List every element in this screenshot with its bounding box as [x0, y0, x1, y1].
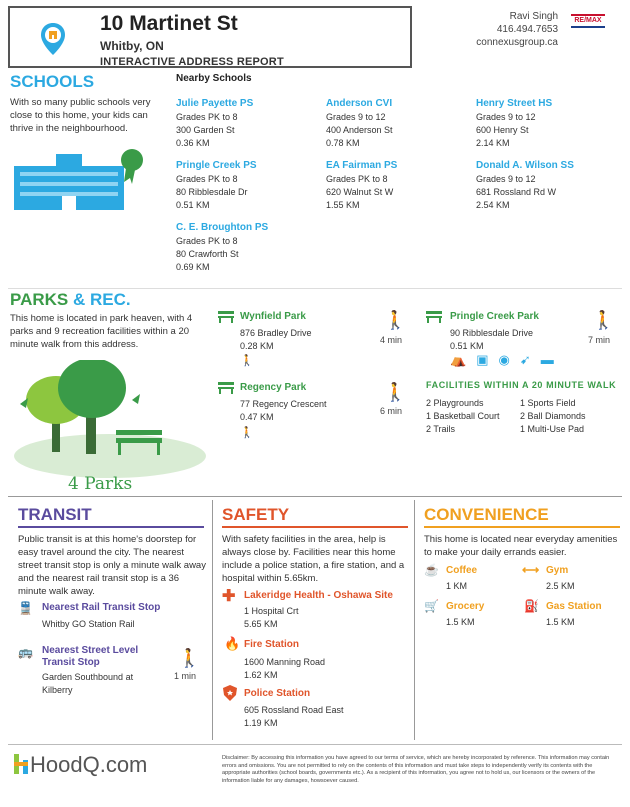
park-distance: 0.47 KM — [240, 412, 274, 422]
walk-time: 6 min — [380, 406, 403, 416]
fire-station-distance: 1.62 KM — [244, 670, 278, 680]
section-divider — [8, 288, 622, 289]
gym-icon: ⟷ — [522, 563, 540, 577]
school-grades: Grades PK to 8 — [176, 236, 238, 246]
safety-description: With safety facilities in the area, help is always close by. Facilities near this home include a police station, a fire station, and a hospital within 5.65km. — [222, 534, 405, 584]
field-icon: ▣ — [476, 352, 499, 367]
walk-icon: 🚶 — [592, 310, 615, 330]
address-title: 10 Martinet St — [100, 12, 238, 35]
parks-title-rec: & REC. — [72, 290, 131, 309]
train-icon: 🚆 — [18, 601, 33, 615]
school-distance: 0.51 KM — [176, 200, 210, 210]
school-card[interactable] — [476, 158, 574, 212]
park-distance: 0.28 KM — [240, 341, 274, 351]
school-distance: 0.78 KM — [326, 138, 360, 148]
school-distance: 2.14 KM — [476, 138, 510, 148]
walk-icon: 🚶 — [178, 648, 201, 668]
hospital-distance: 5.65 KM — [244, 619, 278, 629]
school-name[interactable]: Henry Street HS — [476, 98, 553, 109]
park-address: 90 Ribblesdale Drive — [450, 328, 534, 338]
trail-icon: ➹ — [519, 352, 541, 367]
school-address: 600 Henry St — [476, 125, 529, 135]
walk-time: 4 min — [380, 335, 403, 345]
school-grades: Grades 9 to 12 — [326, 112, 386, 122]
street-stop-label-line1: Nearest Street Level — [42, 645, 139, 656]
convenience-underline — [424, 526, 620, 528]
school-card[interactable] — [326, 96, 393, 150]
school-name[interactable]: Donald A. Wilson SS — [476, 160, 574, 171]
walk-time: 1 min — [174, 671, 197, 681]
agent-website[interactable]: connexusgroup.ca — [476, 37, 558, 48]
coffee-icon: ☕ — [424, 563, 439, 577]
park-distance: 0.51 KM — [450, 341, 484, 351]
facilities-list-left — [426, 397, 500, 436]
gym-label[interactable]: Gym — [546, 565, 569, 576]
rail-stop-name[interactable]: Whitby GO Station Rail — [42, 619, 135, 629]
grocery-cart-icon: 🛒 — [424, 599, 439, 613]
facilities-title: FACILITIES WITHIN A 20 MINUTE WALK — [426, 380, 617, 390]
school-name[interactable]: Anderson CVI — [326, 98, 393, 109]
basketball-icon: ◉ — [498, 352, 520, 367]
school-grades: Grades PK to 8 — [176, 112, 238, 122]
police-station-name[interactable]: Police Station — [244, 688, 311, 699]
schools-title: SCHOOLS — [10, 72, 95, 91]
school-address: 80 Crawforth St — [176, 249, 239, 259]
hospital-cross-icon: ✚ — [222, 588, 236, 605]
fire-station-name[interactable]: Fire Station — [244, 639, 300, 650]
schools-description: With so many public schools very close to this home, your kids can thrive in the neighbourhood. — [10, 97, 151, 134]
school-distance: 2.54 KM — [476, 200, 510, 210]
park-name[interactable]: Wynfield Park — [240, 311, 306, 322]
convenience-title: CONVENIENCE — [424, 505, 549, 524]
park-bench-icon — [218, 382, 234, 394]
park-address: 876 Bradley Drive — [240, 328, 312, 338]
footer-divider — [8, 744, 622, 745]
hospital-name[interactable]: Lakeridge Health - Oshawa Site — [244, 590, 393, 601]
school-name[interactable]: Julie Payette PS — [176, 98, 254, 109]
safety-title: SAFETY — [222, 505, 290, 524]
transit-underline — [18, 526, 204, 528]
facility-item: 1 Basketball Court — [426, 411, 500, 421]
facility-icons — [450, 352, 564, 368]
gas-pump-icon: ⛽ — [524, 599, 539, 613]
walk-icon: 🚶 — [384, 310, 407, 330]
section-divider — [8, 496, 622, 497]
column-divider — [414, 500, 415, 740]
school-name[interactable]: C. E. Broughton PS — [176, 222, 269, 233]
park-illustration-icon — [12, 360, 208, 478]
parks-title-word: PARKS — [10, 290, 69, 309]
park-name[interactable]: Pringle Creek Park — [450, 311, 539, 322]
hoodq-logo-icon — [12, 752, 30, 776]
column-divider — [212, 500, 213, 740]
police-shield-icon — [223, 685, 237, 701]
street-stop-name-line2: Kilberry — [42, 685, 73, 695]
school-address: 681 Rossland Rd W — [476, 187, 557, 197]
transit-title: TRANSIT — [18, 505, 92, 524]
bus-icon: 🚌 — [18, 645, 33, 659]
agent-phone[interactable]: 416.494.7653 — [496, 24, 558, 35]
school-name[interactable]: Pringle Creek PS — [176, 160, 257, 171]
disclaimer-text: Disclaimer: By accessing this information you have agreed to our terms of service, which are hereby incorporated by reference. This information may contain errors and omissions. You are not permitted to rely on the contents of this information and must take steps to independently verify its contents with the appropriate authorities (school boards, governments etc.). As a recipient of this information, you agree not to hold us, our licensors or the owners of the information liable for any damages, howsoever caused. — [222, 755, 610, 784]
facilities-list-right — [520, 397, 586, 436]
facility-item: 1 Multi-Use Pad — [520, 424, 585, 434]
facility-item: 2 Trails — [426, 424, 456, 434]
city-label: Whitby, ON — [100, 39, 164, 53]
facility-item: 2 Playgrounds — [426, 398, 484, 408]
gym-distance: 2.5 KM — [546, 581, 575, 591]
police-station-distance: 1.19 KM — [244, 718, 278, 728]
convenience-description: This home is located near everyday amenities to make your daily errands easier. — [424, 534, 618, 558]
school-card[interactable] — [476, 96, 552, 150]
street-stop-name-line1: Garden Southbound at — [42, 672, 134, 682]
gas-station-label[interactable]: Gas Station — [546, 601, 602, 612]
hospital-address: 1 Hospital Crt — [244, 606, 299, 616]
safety-underline — [222, 526, 408, 528]
school-card[interactable] — [176, 158, 257, 212]
street-stop-name[interactable] — [42, 671, 133, 697]
school-card[interactable] — [176, 220, 268, 274]
coffee-label[interactable]: Coffee — [446, 565, 478, 576]
street-stop-label — [42, 645, 138, 669]
park-count-label: 4 Parks — [68, 474, 133, 494]
park-name[interactable]: Regency Park — [240, 382, 307, 393]
grocery-label[interactable]: Grocery — [446, 601, 485, 612]
brokerage-logo: RE/MAX — [571, 14, 605, 28]
fire-station-address: 1600 Manning Road — [244, 657, 326, 667]
facility-item: 2 Ball Diamonds — [520, 411, 586, 421]
school-name[interactable]: EA Fairman PS — [326, 160, 398, 171]
school-building-icon — [14, 146, 154, 212]
school-address: 400 Anderson St — [326, 125, 393, 135]
grocery-distance: 1.5 KM — [446, 617, 475, 627]
school-distance: 0.36 KM — [176, 138, 210, 148]
park-address: 77 Regency Crescent — [240, 399, 327, 409]
park-bench-icon — [218, 311, 234, 323]
school-address: 620 Walnut St W — [326, 187, 394, 197]
rail-stop-label: Nearest Rail Transit Stop — [42, 602, 161, 613]
gas-station-distance: 1.5 KM — [546, 617, 575, 627]
park-bench-icon — [426, 311, 442, 323]
location-pin-icon — [40, 22, 66, 56]
school-address: 300 Garden St — [176, 125, 235, 135]
school-grades: Grades 9 to 12 — [476, 112, 536, 122]
fire-icon: 🔥 — [224, 636, 241, 651]
parks-description: This home is located in park heaven, with 4 parks and 9 recreation facilities within a 20 minute walk from this address. — [10, 313, 193, 350]
school-grades: Grades PK to 8 — [326, 174, 388, 184]
school-grades: Grades 9 to 12 — [476, 174, 536, 184]
school-address: 80 Ribblesdale Dr — [176, 187, 248, 197]
coffee-distance: 1 KM — [446, 581, 468, 591]
school-grades: Grades PK to 8 — [176, 174, 238, 184]
school-distance: 1.55 KM — [326, 200, 360, 210]
school-distance: 0.69 KM — [176, 262, 210, 272]
street-stop-label-line2: Transit Stop — [42, 657, 100, 668]
nearby-schools-label: Nearby Schools — [176, 73, 252, 84]
school-card[interactable] — [326, 158, 397, 212]
facility-item: 1 Sports Field — [520, 398, 576, 408]
transit-description: Public transit is at this home's doorstep for easy travel around the city. The nearest street transit stop is only a minute walk away and the nearest rail transit stop is a 36 minute walk away. — [18, 534, 206, 597]
walk-icon: 🚶 — [384, 382, 407, 402]
police-station-address: 605 Rossland Road East — [244, 705, 344, 715]
walking-person-icon: 🚶 — [240, 355, 254, 367]
bench-icon: ▬ — [540, 352, 564, 367]
hoodq-logo[interactable]: HoodQ.com — [30, 752, 148, 777]
report-type-label: INTERACTIVE ADDRESS REPORT — [100, 56, 284, 68]
walking-person-icon: 🚶 — [240, 427, 254, 439]
walk-time: 7 min — [588, 335, 611, 345]
agent-name: Ravi Singh — [509, 11, 558, 22]
playground-icon: ⛺ — [450, 352, 477, 367]
parks-title — [10, 290, 131, 310]
agent-info — [476, 10, 558, 49]
school-card[interactable] — [176, 96, 253, 150]
